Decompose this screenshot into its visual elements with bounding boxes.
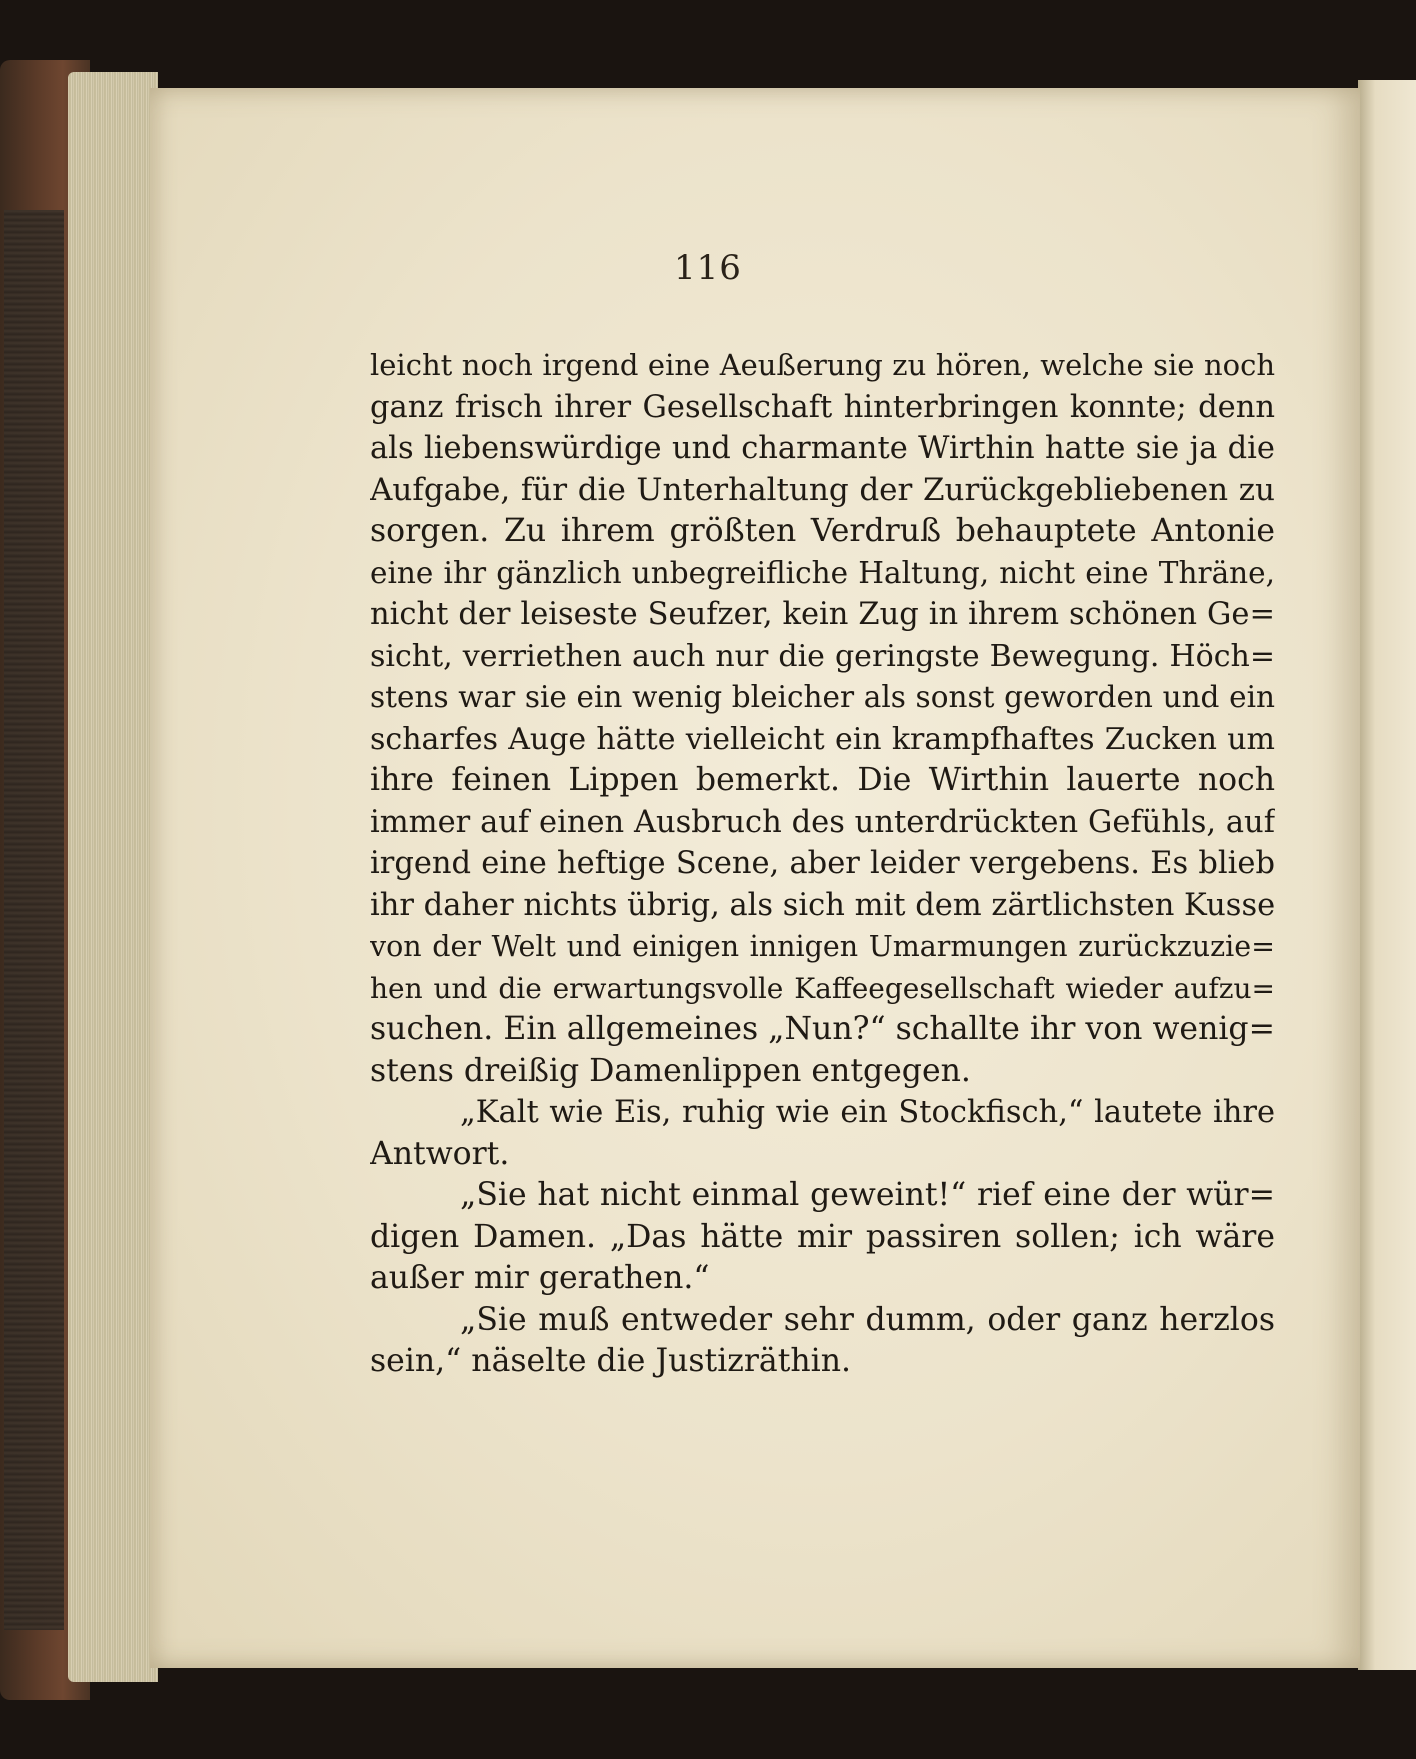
text-line: eine ihr gänzlich unbegreifliche Haltung, nicht eine Thräne, [370,555,1275,590]
text-line: sorgen. Zu ihrem größten Verdruß behauptete Antonie [370,513,1275,549]
text-line: ihre feinen Lippen bemerkt. Die Wirthin lauerte noch [370,762,1275,798]
text-line: irgend eine heftige Scene, aber leider vergebens. Es blieb [370,846,1275,881]
text-line: „Kalt wie Eis, ruhig wie ein Stockfisch,“ lautete ihre [460,1095,1275,1130]
text-line: stens dreißig Damenlippen entgegen. [370,1052,971,1089]
text-line: „Sie hat nicht einmal geweint!“ rief eine der wür= [460,1177,1275,1213]
text-line: ganz frisch ihrer Gesellschaft hinterbringen konnte; denn [370,389,1275,425]
cover-texture [4,210,64,1630]
text-line: nicht der leiseste Seufzer, kein Zug in ihrem schönen Ge= [370,597,1275,632]
text-line: stens war sie ein wenig bleicher als sonst geworden und ein [370,680,1275,714]
page-number: 116 [674,248,742,288]
text-line: leicht noch irgend eine Aeußerung zu hören, welche sie noch [370,348,1275,382]
text-line: Antwort. [370,1135,510,1172]
text-line: immer auf einen Ausbruch des unterdrückten Gefühls, auf [370,804,1275,840]
text-line: Aufgabe, für die Unterhaltung der Zurückgebliebenen zu [370,471,1275,508]
text-line: „Sie muß entweder sehr dumm, oder ganz herzlos [460,1301,1275,1338]
body-text [370,345,1275,1383]
text-line: außer mir gerathen.“ [370,1260,710,1296]
text-line: von der Welt und einigen innigen Umarmungen zurückzuzie= [370,930,1275,963]
page-edges [68,72,158,1682]
text-line: sein,“ näselte die Justizräthin. [370,1343,852,1379]
facing-page-edge [1358,80,1416,1670]
text-line: sicht, verriethen auch nur die geringste Bewegung. Höch= [370,638,1275,674]
text-line: als liebenswürdige und charmante Wirthin hatte sie ja die [370,431,1275,466]
text-line: scharfes Auge hätte vielleicht ein krampfhaftes Zucken um [370,721,1275,757]
text-line: hen und die erwartungsvolle Kaffeegesellschaft wieder aufzu= [370,971,1275,1005]
text-line: digen Damen. „Das hätte mir passiren sollen; ich wäre [370,1218,1275,1255]
text-line: ihr daher nichts übrig, als sich mit dem zärtlichsten Kusse [370,887,1275,923]
text-line: suchen. Ein allgemeines „Nun?“ schallte ihr von wenig= [370,1011,1275,1047]
